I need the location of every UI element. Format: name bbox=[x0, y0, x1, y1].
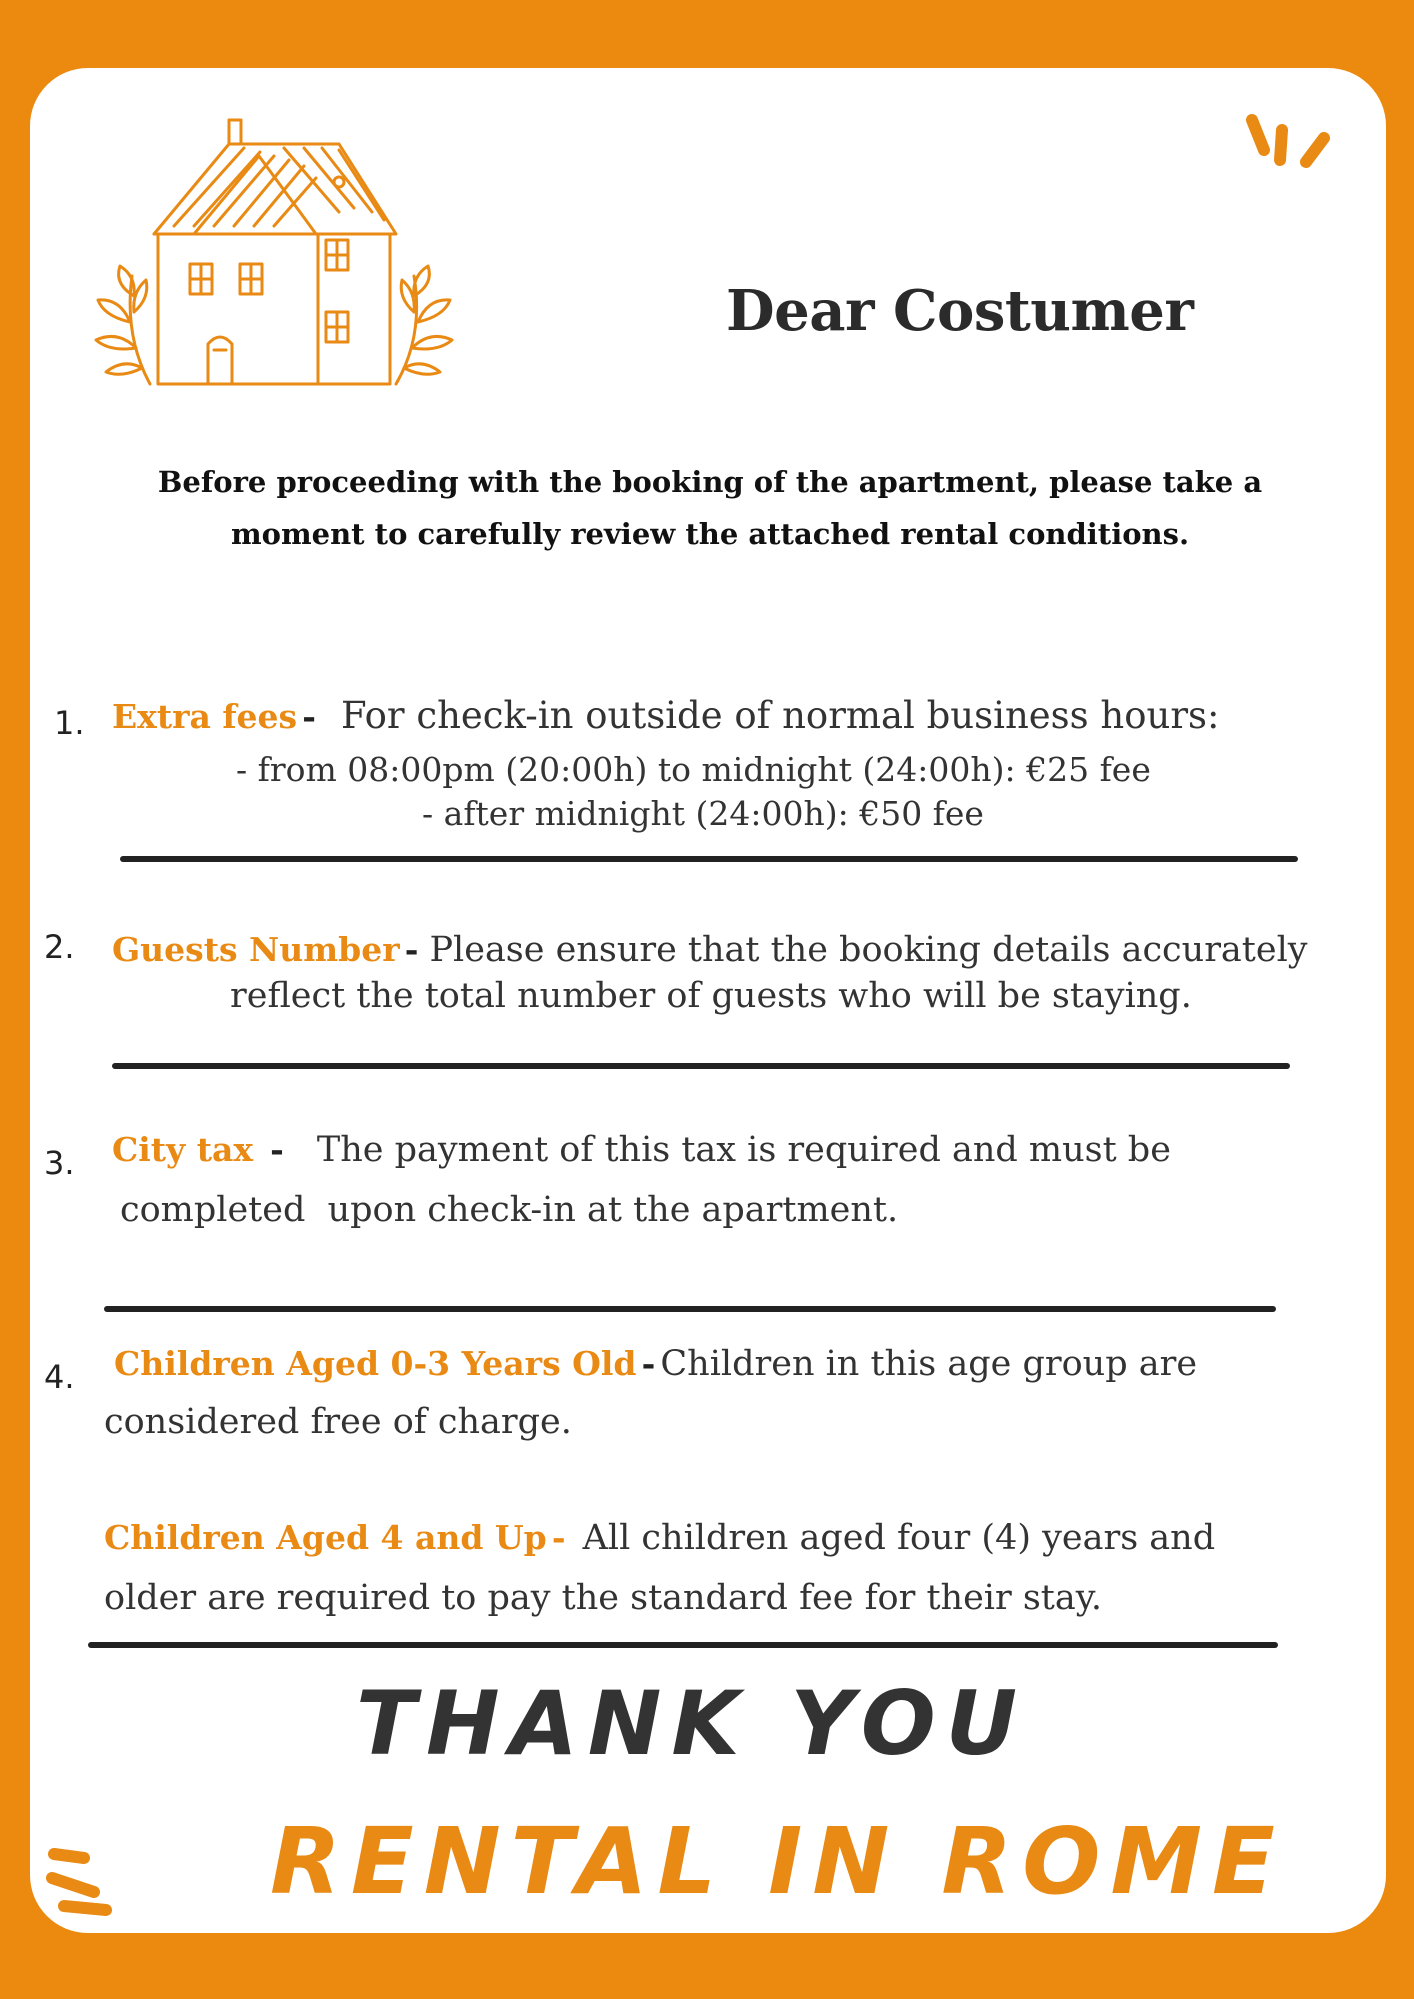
brand-name: RENTAL IN ROME bbox=[270, 1808, 1285, 1915]
thank-you-text: THANK YOU bbox=[356, 1672, 1028, 1775]
item-dash: - bbox=[641, 1344, 656, 1383]
greeting-title: Dear Costumer bbox=[726, 278, 1194, 344]
item-subheading bbox=[104, 1518, 1215, 1558]
item-number: 4. bbox=[44, 1358, 75, 1396]
item-text: The payment of this tax is required and must be bbox=[316, 1130, 1171, 1170]
item-heading bbox=[112, 694, 1220, 737]
item-heading bbox=[112, 1130, 1171, 1170]
item-sub-dash: - bbox=[551, 1518, 566, 1557]
item-text: Please ensure that the booking details accurately bbox=[429, 930, 1308, 970]
item-dash: - bbox=[270, 1130, 284, 1169]
item-label: Children Aged 0-3 Years Old bbox=[114, 1344, 637, 1383]
divider bbox=[112, 1063, 1290, 1069]
item-text-line2: completed upon check-in at the apartment. bbox=[120, 1190, 899, 1230]
item-number: 1. bbox=[54, 704, 85, 742]
item-dash: - bbox=[302, 697, 316, 736]
spark-icon bbox=[1240, 110, 1340, 180]
item-label: Extra fees bbox=[112, 697, 298, 736]
item-text-line2: reflect the total number of guests who will be staying. bbox=[230, 976, 1192, 1016]
item-dash: - bbox=[404, 930, 419, 969]
item-sub-text-line2: older are required to pay the standard fee for their stay. bbox=[104, 1578, 1102, 1618]
intro-text: Before proceeding with the booking of the apartment, please take a moment to carefully review the attached rental conditions. bbox=[157, 465, 1263, 551]
item-heading bbox=[112, 930, 1308, 970]
fee-line: - after midnight (24:00h): €50 fee bbox=[422, 794, 984, 833]
fee-line: - from 08:00pm (20:00h) to midnight (24:00h): €25 fee bbox=[236, 750, 1151, 789]
item-sub-label: Children Aged 4 and Up bbox=[104, 1518, 547, 1557]
item-label: City tax bbox=[112, 1130, 254, 1169]
spark-icon bbox=[44, 1840, 134, 1920]
divider bbox=[88, 1642, 1278, 1648]
item-text: Children in this age group are bbox=[660, 1344, 1198, 1384]
item-label: Guests Number bbox=[112, 930, 400, 969]
item-number: 3. bbox=[44, 1144, 75, 1182]
item-sub-text: All children aged four (4) years and bbox=[582, 1518, 1216, 1558]
house-icon bbox=[84, 116, 474, 396]
divider bbox=[104, 1306, 1276, 1312]
item-text: For check-in outside of normal business hours: bbox=[340, 694, 1220, 737]
divider bbox=[120, 856, 1298, 862]
item-number: 2. bbox=[44, 928, 75, 966]
item-text-line2: considered free of charge. bbox=[104, 1402, 572, 1442]
item-heading bbox=[114, 1344, 1197, 1384]
